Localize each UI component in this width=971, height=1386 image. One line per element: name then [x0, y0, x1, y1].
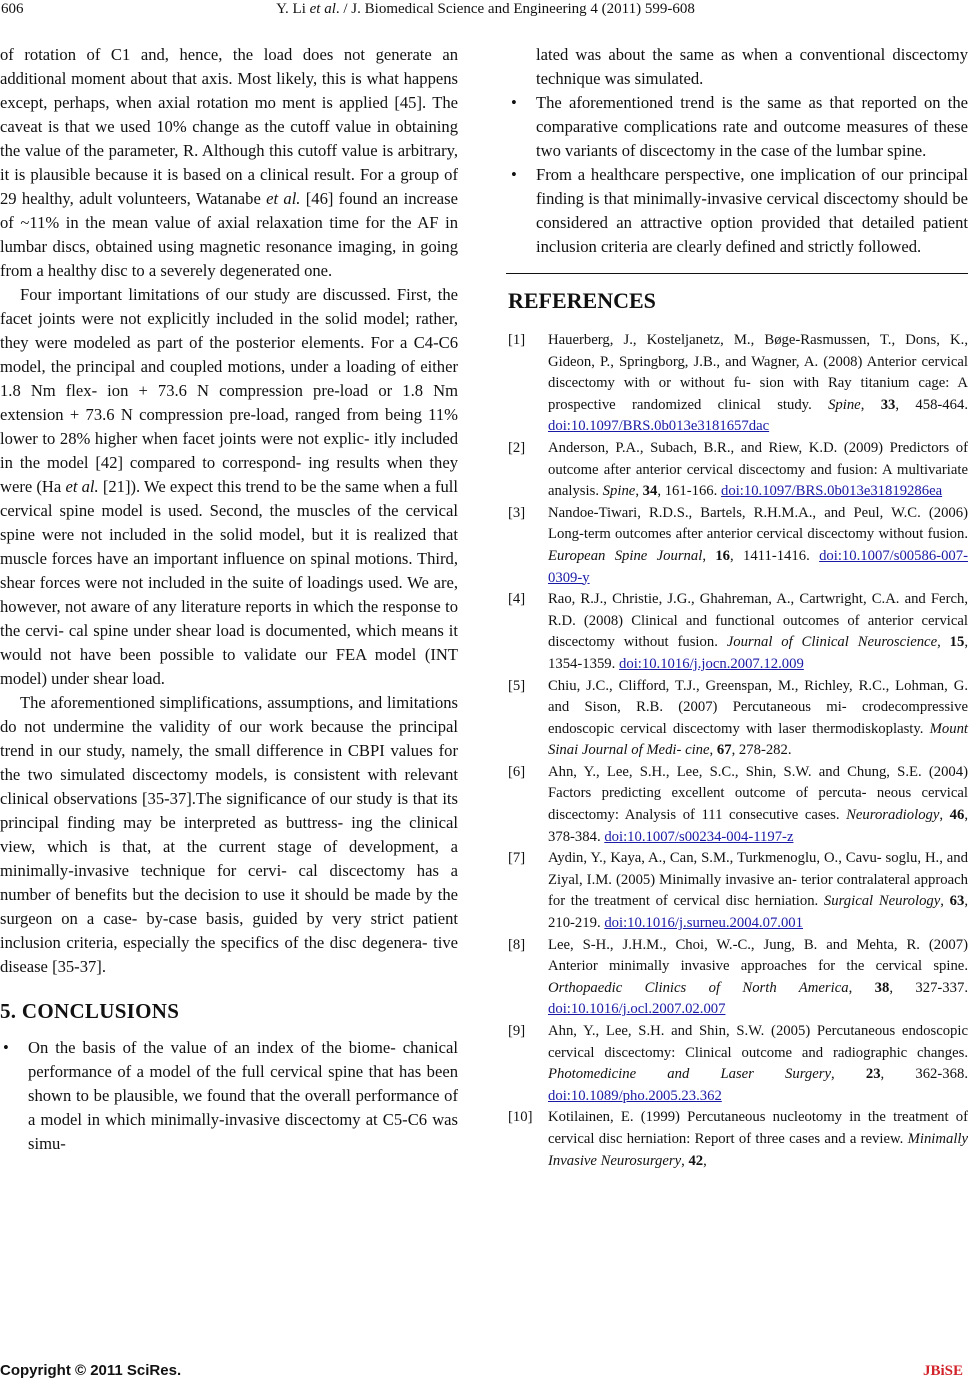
- reference-item: [508, 1021, 968, 1107]
- bullet-icon: •: [511, 165, 517, 184]
- reference-number: [6]: [508, 763, 526, 780]
- reference-item: [508, 589, 968, 675]
- conclusion-text: lated was about the same as when a conventional discectomy technique was simulated.: [536, 45, 968, 88]
- conclusion-text: The aforementioned trend is the same as that reported on the comparative complications rate and outcome measures of these two variants of discectomy in the case of the lumbar spine.: [536, 93, 968, 160]
- reference-authors-title: Ahn, Y., Lee, S.H., Lee, S.C., Shin, S.W. and Chung, S.E. (2004) Factors predicting excellent outcome of percuta- neous cervical discectomy: Analysis of 111 consecutive cases.: [548, 763, 968, 824]
- reference-separator: ,: [860, 396, 881, 413]
- running-head-authors: Y. Li: [276, 1, 310, 17]
- reference-journal: Photomedicine and Laser Surgery: [548, 1066, 832, 1083]
- paragraph-text: of rotation of C1 and, hence, the load does not generate an additional moment about that axis. Most likely, this is what happens except, perhaps, when axial rotation mo ment is applied [45]. The caveat is that we used 10% change as the cutoff value in obtaining the value of the parameter, R. Although this cutoff value is arbitrary, it is plausible because it is based on a clinical result. For a group of 29 healthy, adult volunteers, Watanabe: [0, 45, 458, 208]
- italic-etal: et al.: [266, 189, 301, 208]
- running-head-etal: et al: [309, 1, 336, 17]
- reference-number: [7]: [508, 850, 526, 867]
- reference-item: [508, 330, 968, 438]
- paragraph-text: [21]). We expect this trend to be the same when a full cervical spine model is used. Second, the muscles of the cervical spine were not included in the solid model, but it is realized that muscle forces have an important influence on spinal motions. Third, shear forces were not included in the suite of loadings used. We are, however, not aware of any literature reports in which the response to the cervi- cal spine under shear load is documented, which means it would not have been possible to validate our FEA model (INT model) under shear load.: [0, 477, 458, 688]
- reference-separator: ,: [702, 547, 716, 564]
- reference-separator: ,: [635, 483, 643, 500]
- reference-doi-link[interactable]: doi:10.1016/j.ocl.2007.02.007: [548, 1001, 726, 1018]
- conclusion-text: On the basis of the value of an index of the biome- chanical performance of a model of the full cervical spine that has been shown to be plausible, we found that the overall performance of a model in which minimally-invasive discectomy at C5-C6 was simu-: [28, 1038, 458, 1153]
- bullet-icon: •: [511, 93, 517, 112]
- italic-etal: et al.: [65, 477, 99, 496]
- reference-pages: , 278-282.: [731, 742, 792, 759]
- reference-volume: 15: [949, 634, 965, 651]
- page-footer: [0, 1362, 971, 1386]
- reference-doi-link[interactable]: doi:10.1097/BRS.0b013e31819286ea: [721, 483, 943, 500]
- reference-number: [2]: [508, 439, 526, 456]
- reference-number: [9]: [508, 1023, 526, 1039]
- reference-authors-title: Lee, S-H., J.H.M., Choi, W.-C., Jung, B. and Mehta, R. (2007) Anterior minimally invasive approaches for the cervical spine.: [548, 936, 968, 975]
- reference-journal: European Spine Journal: [548, 547, 703, 564]
- paragraph-text: [46] found an increase of ~11% in the mean value of axial relaxation time for the AF in lumbar discs, obtained using magnetic resonance imaging, in going from a healthy disc to a severely degenerated one.: [0, 189, 458, 280]
- reference-volume: 46: [949, 807, 965, 824]
- reference-authors-title: Kotilainen, E. (1999) Percutaneous nucleotomy in the treatment of cervical disc herniation: Report of three cases and a review.: [548, 1109, 968, 1147]
- reference-item: [508, 1107, 968, 1172]
- reference-number: [1]: [508, 332, 526, 348]
- bullet-icon: •: [3, 1038, 9, 1057]
- reference-item: [508, 676, 968, 762]
- paragraph-text: Four important limitations of our study are discussed. First, the facet joints were not explicitly included in the solid model; rather, they were modeled as part of the posterior elements. For a C4-C6 model, the principal and coupled motions, under a loading of either 1.8 Nm flex- ion + 73.6 N compression pre-load or 1.8 Nm extension + 73.6 N compression pre-load, ranged from being 11% lower to 28% higher when facet joints were not explic- itly included in the model [42] compared to correspond- ing results when they were (Ha: [0, 285, 458, 496]
- reference-number: [8]: [508, 936, 526, 953]
- running-head: [0, 1, 971, 18]
- reference-volume: 67: [716, 742, 732, 759]
- reference-pages: , 458-464.: [895, 396, 969, 413]
- reference-journal: Mount Sinai Journal of Medi- cine: [548, 720, 968, 759]
- reference-separator: ,: [831, 1066, 866, 1083]
- journal-abbreviation: JBiSE: [922, 1363, 963, 1379]
- conclusion-item: [508, 91, 968, 163]
- references-heading: REFERENCES: [508, 288, 656, 313]
- reference-pages: , 161-166.: [657, 483, 721, 500]
- reference-item: [508, 848, 968, 934]
- reference-pages: , 327-337.: [889, 979, 969, 996]
- reference-journal: Minimally Invasive Neurosurgery: [548, 1130, 968, 1169]
- conclusions-list: [0, 1036, 458, 1156]
- running-head-journal: . / J. Biomedical Science and Engineering 4 (2011) 599-608: [335, 1, 695, 17]
- reference-journal: Spine: [828, 396, 861, 413]
- reference-journal: Spine: [602, 483, 636, 500]
- reference-authors-title: Chiu, J.C., Clifford, T.J., Greenspan, M., Richley, R.C., Lohman, G. and Sison, R.B. (2007) Percutaneous mi- crodecompressive endoscopic cervical discectomy with laser thermodiskoplasty.: [548, 677, 968, 737]
- reference-authors-title: Aydin, Y., Kaya, A., Can, S.M., Turkmenoglu, O., Cavu- soglu, H., and Ziyal, I.M. (2005) Minimally invasive an- terior contralateral approach for the treatment of cervical disc herniation.: [548, 850, 968, 910]
- reference-number: [5]: [508, 677, 526, 694]
- references-list: [508, 330, 968, 1172]
- paragraph-limitations: [0, 283, 458, 691]
- page-number: 606: [1, 1, 24, 17]
- reference-volume: 42: [688, 1152, 704, 1169]
- conclusions-list-continued: [508, 43, 968, 259]
- reference-pages: , 362-368.: [880, 1066, 968, 1083]
- reference-separator: ,: [937, 634, 950, 651]
- conclusion-item: [508, 163, 968, 259]
- conclusion-text: From a healthcare perspective, one implication of our principal finding is that minimally-invasive cervical discectomy should be considered an attractive option provided that detailed patient inclusion criteria are clearly defined and strictly followed.: [536, 165, 968, 256]
- reference-authors-title: Nandoe-Tiwari, R.D.S., Bartels, R.H.M.A., and Peul, W.C. (2006) Long-term outcomes after anterior cervical discectomy without fusion.: [548, 504, 968, 543]
- reference-volume: 63: [949, 893, 965, 910]
- reference-doi-link[interactable]: doi:10.1097/BRS.0b013e3181657dac: [548, 418, 770, 435]
- conclusion-item-continued: [508, 43, 968, 91]
- reference-volume: 23: [865, 1066, 881, 1083]
- reference-journal: Orthopaedic Clinics of North America: [548, 979, 849, 996]
- reference-authors-title: Anderson, P.A., Subach, B.R., and Riew, K.D. (2009) Predictors of outcome after anterior cervical discectomy and fusion: A multivariate analysis.: [548, 439, 968, 500]
- running-header: [0, 0, 971, 22]
- reference-pages: , 378-384.: [548, 807, 968, 845]
- reference-separator: ,: [681, 1152, 689, 1169]
- reference-doi-link[interactable]: doi:10.1007/s00234-004-1197-z: [604, 828, 794, 845]
- right-column: [508, 43, 968, 1172]
- reference-authors-title: Rao, R.J., Christie, J.G., Ghahreman, A., Cartwright, C.A. and Ferch, R.D. (2008) Clinical and functional outcomes of anterior cervical discectomy without fusion.: [548, 591, 968, 651]
- reference-volume: 34: [642, 483, 658, 500]
- reference-pages: , 1354-1359.: [548, 634, 968, 672]
- reference-pages: , 1411-1416.: [730, 547, 820, 564]
- reference-doi-link[interactable]: doi:10.1089/pho.2005.23.362: [548, 1087, 722, 1104]
- reference-journal: Surgical Neurology: [823, 893, 941, 910]
- reference-volume: 33: [880, 396, 896, 413]
- reference-authors-title: Hauerberg, J., Kosteljanetz, M., Bøge-Rasmussen, T., Dons, K., Gideon, P., Springborg, J.B., and Wagner, A. (2008) Anterior cervical discectomy with or without fu- sion with Ray titanium cage: A prospective randomized clinical study.: [548, 332, 968, 413]
- reference-doi-link[interactable]: doi:10.1007/s00586-007-0309-y: [548, 547, 968, 586]
- conclusions-heading: 5. CONCLUSIONS: [0, 999, 180, 1023]
- paragraph-significance: The aforementioned simplifications, assumptions, and limitations do not undermine the validity of our work because the principal trend in our study, namely, the small difference in CBPI values for the two simulated discectomy models, is consistent with relevant clinical observations [35-37].The significance of our study is that its principal finding may be interpreted as buttress- ing the clinical view, which is that, at the current stage of development, a minimally-invasive technique for cervi- cal discectomy has a number of benefits but the decision to use it should be made by the surgeon on a case- by-case basis, guided by very strict patient inclusion criteria, especially the specifics of the disc degenera- tive disease [35-37].: [0, 693, 458, 976]
- reference-item: [508, 438, 968, 503]
- reference-doi-link[interactable]: doi:10.1016/j.jocn.2007.12.009: [619, 655, 804, 672]
- reference-doi-link[interactable]: doi:10.1016/j.surneu.2004.07.001: [604, 915, 803, 932]
- reference-number: [3]: [508, 504, 526, 521]
- reference-authors-title: Ahn, Y., Lee, S.H. and Shin, S.W. (2005) Percutaneous endoscopic cervical discectomy: Clinical outcome and radiographic changes.: [548, 1023, 968, 1061]
- paragraph-rotation-discussion: [0, 43, 458, 283]
- reference-pages: , 210-219.: [548, 893, 968, 932]
- left-column: [0, 43, 458, 1156]
- reference-journal: Neuroradiology: [846, 807, 940, 824]
- reference-pages: ,: [703, 1152, 707, 1169]
- reference-journal: Journal of Clinical Neuroscience: [726, 634, 938, 651]
- reference-separator: ,: [939, 807, 950, 824]
- reference-volume: 16: [715, 547, 730, 564]
- reference-number: [10]: [508, 1109, 533, 1126]
- copyright-notice: Copyright © 2011 SciRes.: [0, 1362, 182, 1379]
- reference-item: [508, 762, 968, 848]
- reference-number: [4]: [508, 591, 526, 608]
- section-divider: [506, 273, 968, 274]
- reference-separator: ,: [709, 742, 717, 759]
- reference-volume: 38: [874, 979, 890, 996]
- reference-item: [508, 503, 968, 589]
- reference-separator: ,: [848, 979, 875, 996]
- reference-separator: ,: [940, 893, 950, 910]
- reference-item: [508, 935, 968, 1021]
- conclusion-item: [0, 1036, 458, 1156]
